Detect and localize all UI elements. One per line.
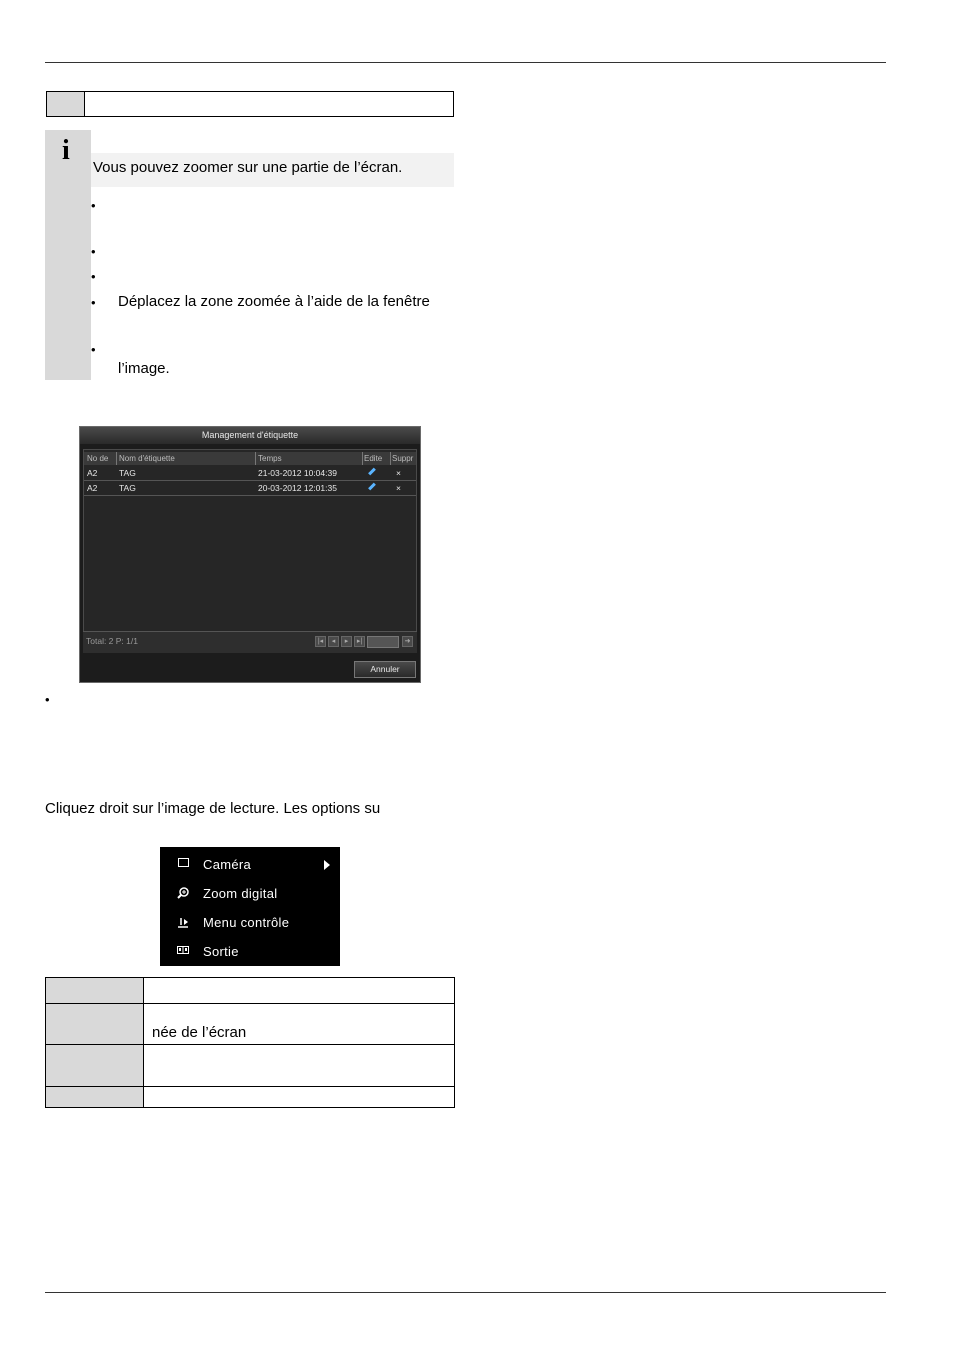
label-list [83,449,417,639]
info-strip [45,130,91,380]
delete-icon[interactable]: × [396,483,401,493]
menu-item-zoom[interactable] [160,879,340,908]
prev-page-icon[interactable]: ◂ [328,636,339,647]
menu-item-camera[interactable] [160,850,340,879]
row-no: A2 [87,468,98,478]
bullet: • [91,295,96,310]
top-table-cell [47,92,85,116]
zoom-icon [177,887,189,899]
delete-icon[interactable]: × [396,468,401,478]
exit-icon [177,945,189,957]
bullet: • [91,244,96,259]
edit-pencil-icon[interactable] [368,468,376,476]
header-rule [45,62,886,63]
row-name: TAG [119,468,136,478]
col-name: Nom d'étiquette [119,454,175,463]
label-management-dialog [79,426,421,683]
last-page-icon[interactable]: ▸| [354,636,365,647]
menu-item-control[interactable] [160,908,340,937]
cancel-button[interactable]: Annuler [354,661,416,678]
menu-item-label: Sortie [203,944,239,959]
dialog-title: Management d'étiquette [80,427,420,444]
note-heading: Vous pouvez zoomer sur une partie de l’écran. [93,159,403,176]
total-count: Total: 2 P: 1/1 [86,636,138,646]
go-page-icon[interactable]: ➜ [402,636,413,647]
control-menu-icon [177,916,189,928]
col-delete: Suppr [392,454,414,463]
submenu-arrow-icon [324,860,330,870]
table-row[interactable] [84,467,416,481]
table-label-column [46,978,144,1107]
pagination-bar [83,631,417,653]
col-edit: Edite [364,454,383,463]
row-time: 21-03-2012 10:04:39 [258,468,337,478]
col-time: Temps [258,454,282,463]
col-no: No de [87,454,109,463]
first-page-icon[interactable]: |◂ [315,636,326,647]
page-input[interactable] [367,636,399,648]
table-row[interactable] [84,482,416,496]
menu-options-table [45,977,455,1108]
note-bullet-image: l’image. [118,360,170,377]
table-cell-text: née de l’écran [152,1024,247,1041]
bullet: • [91,198,96,213]
square-icon [177,858,189,870]
menu-item-label: Zoom digital [203,886,278,901]
menu-item-exit[interactable] [160,937,340,966]
row-no: A2 [87,483,98,493]
next-page-icon[interactable]: ▸ [341,636,352,647]
edit-pencil-icon[interactable] [368,483,376,491]
top-table [46,91,454,117]
playback-context-menu [160,847,340,966]
note-bullet-move: Déplacez la zone zoomée à l’aide de la fenêtre [118,293,430,310]
rightclick-text: Cliquez droit sur l’image de lecture. Les options su [45,800,381,817]
row-time: 20-03-2012 12:01:35 [258,483,337,493]
menu-item-label: Caméra [203,857,252,872]
menu-item-label: Menu contrôle [203,915,290,930]
info-icon: i [62,135,70,166]
row-name: TAG [119,483,136,493]
footer-rule [45,1292,886,1293]
bullet: • [45,692,50,707]
bullet: • [91,269,96,284]
bullet: • [91,342,96,357]
list-header [84,452,416,465]
